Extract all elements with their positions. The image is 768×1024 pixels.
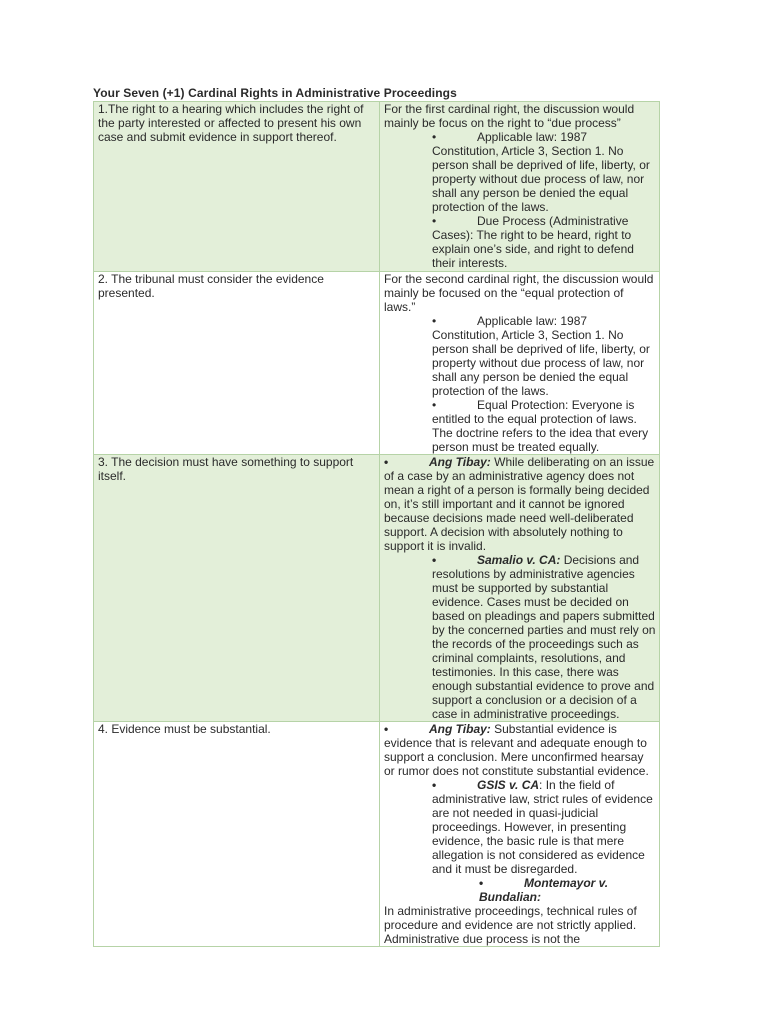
list-item-text: Equal Protection: Everyone is entitled to the equal protection of laws. The doctrine refers to the idea that every person must be treated equally. (432, 398, 649, 454)
right-text: 2. The tribunal must consider the evidence presented. (98, 272, 324, 300)
right-text: 3. The decision must have something to support itself. (98, 455, 354, 483)
bullet-icon: • (432, 314, 437, 328)
bullet-icon: • (384, 455, 389, 469)
case-text: Substantial evidence is evidence that is relevant and adequate enough to support a conclusion. Mere unconfirmed hearsay or rumor does not constitute substantial evidence. (384, 722, 649, 778)
right-text: 4. Evidence must be substantial. (98, 722, 271, 736)
discussion-cell (380, 272, 660, 455)
bullet-icon: • (384, 722, 389, 736)
table-row (94, 722, 660, 947)
right-text: 1.The right to a hearing which includes the right of the party interested or affected to present his own case and submit evidence in support thereof. (98, 102, 364, 144)
discussion-intro: For the first cardinal right, the discussion would mainly be focus on the right to “due process” (384, 102, 635, 130)
bullet-icon: • (432, 553, 437, 567)
list-item (384, 876, 656, 904)
right-cell (94, 455, 380, 722)
discussion-cell (380, 455, 660, 722)
case-text: : In the field of administrative law, strict rules of evidence are not needed in quasi-judicial proceedings. However, in presenting evidence, the basic rule is that mere allegation is not considered as evidence and it must be disregarded. (432, 778, 653, 876)
list-item-text: Applicable law: 1987 Constitution, Article 3, Section 1. No person shall be deprived of life, liberty, or property without due process of law, nor shall any person be denied the equal protection of the laws. (432, 130, 650, 214)
right-cell (94, 722, 380, 947)
bullet-icon: • (432, 130, 437, 144)
page-title: Your Seven (+1) Cardinal Rights in Administrative Proceedings (93, 86, 457, 100)
table-row (94, 455, 660, 722)
right-cell (94, 272, 380, 455)
right-cell (94, 102, 380, 272)
bullet-icon: • (432, 398, 437, 412)
case-name: Ang Tibay: (429, 455, 491, 469)
list-item (384, 398, 656, 454)
list-item (384, 314, 656, 398)
table-row (94, 272, 660, 455)
case-name: Montemayor v. Bundalian: (479, 876, 609, 904)
list-item (384, 455, 656, 553)
case-name: GSIS v. CA (477, 778, 540, 792)
list-item-text: Due Process (Administrative Cases): The right to be heard, right to explain one’s side, and right to defend their interests. (432, 214, 634, 270)
bullet-icon: • (432, 778, 437, 792)
list-item-text: Applicable law: 1987 Constitution, Article 3, Section 1. No person shall be deprived of life, liberty, or property without due process of law, nor shall any person be denied the equal protection of the laws. (432, 314, 650, 398)
case-name: Samalio v. CA: (477, 553, 561, 567)
list-item (384, 553, 656, 721)
case-text: In administrative proceedings, technical rules of procedure and evidence are not strictly applied. Administrative due process is not the (384, 904, 637, 946)
table-row (94, 102, 660, 272)
case-text: Decisions and resolutions by administrative agencies must be supported by substantial evidence. Cases must be decided on based on pleadings and papers submitted by the concerned parties and must rely on the records of the proceedings such as criminal complaints, resolutions, and testimonies. In this case, there was enough substantial evidence to prove and support a conclusion or a decision of a case in administrative proceedings. (432, 553, 656, 721)
discussion-cell (380, 722, 660, 947)
bullet-icon: • (479, 876, 484, 890)
list-item (384, 778, 656, 876)
case-text: While deliberating on an issue of a case by an administrative agency does not mean a right of a person is formally being decided on, it’s still important and it cannot be ignored because decisions made need well-deliberated support. A decision with absolutely nothing to support it is invalid. (384, 455, 655, 553)
cardinal-rights-table (93, 101, 660, 947)
list-item (384, 130, 656, 214)
discussion-intro: For the second cardinal right, the discussion would mainly be focused on the “equal protection of laws.” (384, 272, 654, 314)
list-item (384, 214, 656, 270)
bullet-icon: • (432, 214, 437, 228)
case-name: Ang Tibay: (429, 722, 491, 736)
discussion-cell (380, 102, 660, 272)
list-item (384, 722, 656, 778)
